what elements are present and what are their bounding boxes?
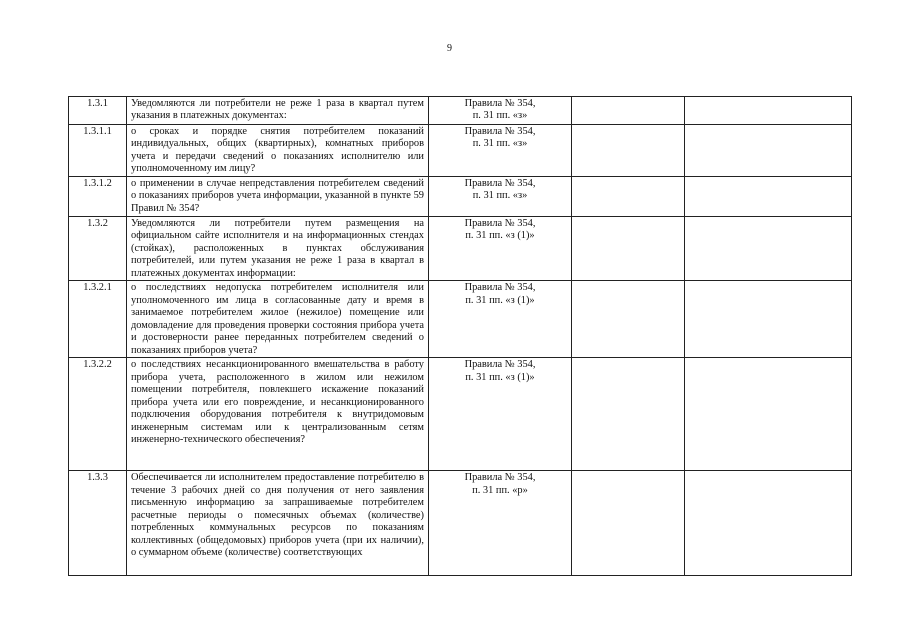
row-number: 1.3.1.1 bbox=[69, 125, 127, 177]
table-row bbox=[69, 471, 852, 576]
page-number: 9 bbox=[447, 43, 452, 54]
row-number: 1.3.3 bbox=[69, 471, 127, 576]
answer-cell[interactable] bbox=[572, 217, 685, 281]
row-number: 1.3.2.1 bbox=[69, 281, 127, 358]
note-cell[interactable] bbox=[685, 177, 852, 217]
answer-cell[interactable] bbox=[572, 281, 685, 358]
legal-reference: Правила № 354, п. 31 пп. «р» bbox=[429, 471, 572, 576]
table-row bbox=[69, 177, 852, 217]
legal-reference: Правила № 354, п. 31 пп. «з (1)» bbox=[429, 358, 572, 471]
answer-cell[interactable] bbox=[572, 97, 685, 125]
legal-reference: Правила № 354, п. 31 пп. «з» bbox=[429, 177, 572, 217]
row-number: 1.3.2.2 bbox=[69, 358, 127, 471]
question-text: Уведомляются ли потребители не реже 1 раза в квартал путем указания в платежных документах: bbox=[127, 97, 429, 125]
answer-cell[interactable] bbox=[572, 471, 685, 576]
question-text: о сроках и порядке снятия потребителем показаний индивидуальных, общих (квартирных), комнатных приборов учета и передачи сведений о показаниях исполнителю или уполномоченному им лицу? bbox=[127, 125, 429, 177]
legal-reference: Правила № 354, п. 31 пп. «з (1)» bbox=[429, 281, 572, 358]
table-row bbox=[69, 281, 852, 358]
answer-cell[interactable] bbox=[572, 358, 685, 471]
note-cell[interactable] bbox=[685, 125, 852, 177]
table-row bbox=[69, 358, 852, 471]
answer-cell[interactable] bbox=[572, 177, 685, 217]
question-text: о последствиях несанкционированного вмешательства в работу прибора учета, расположенного в жилом или нежилом помещении потребителя, повлекшего искажение показаний прибора учета или его повреждение, и несанкционированного подключения оборудования потребителя к внутридомовым инженерным системам или к централизованным сетям инженерно-технического обеспечения? bbox=[127, 358, 429, 471]
legal-reference: Правила № 354, п. 31 пп. «з» bbox=[429, 125, 572, 177]
note-cell[interactable] bbox=[685, 358, 852, 471]
legal-reference: Правила № 354, п. 31 пп. «з» bbox=[429, 97, 572, 125]
row-number: 1.3.1.2 bbox=[69, 177, 127, 217]
question-text: о последствиях недопуска потребителем исполнителя или уполномоченного им лица в согласованные дату и время в занимаемое потребителем жилое (нежилое) помещение или домовладение для проведения проверки состояния прибора учета и достоверности ранее переданных потребителем сведений о показаниях приборов учета? bbox=[127, 281, 429, 358]
question-text: Обеспечивается ли исполнителем предоставление потребителю в течение 3 рабочих дней со дня получения от него заявления письменную информацию за запрашиваемые потребителем расчетные периоды о помесячных объемах (количестве) потребленных коммунальных ресурсов по показаниям коллективных (общедомовых) приборов учета (при их наличии), о суммарном объеме (количестве) соответствующих bbox=[127, 471, 429, 576]
table-row bbox=[69, 217, 852, 281]
row-number: 1.3.2 bbox=[69, 217, 127, 281]
answer-cell[interactable] bbox=[572, 125, 685, 177]
note-cell[interactable] bbox=[685, 281, 852, 358]
table-row bbox=[69, 97, 852, 125]
legal-reference: Правила № 354, п. 31 пп. «з (1)» bbox=[429, 217, 572, 281]
checklist-table bbox=[68, 96, 852, 576]
question-text: о применении в случае непредставления потребителем сведений о показаниях приборов учета информации, указанной в пункте 59 Правил № 354? bbox=[127, 177, 429, 217]
note-cell[interactable] bbox=[685, 217, 852, 281]
note-cell[interactable] bbox=[685, 97, 852, 125]
question-text: Уведомляются ли потребители путем размещения на официальном сайте исполнителя и на информационных стендах (стойках), расположенных в пунктах обслуживания потребителей, или путем указания не реже 1 раза в квартал в платежных документах информации: bbox=[127, 217, 429, 281]
note-cell[interactable] bbox=[685, 471, 852, 576]
row-number: 1.3.1 bbox=[69, 97, 127, 125]
table-row bbox=[69, 125, 852, 177]
